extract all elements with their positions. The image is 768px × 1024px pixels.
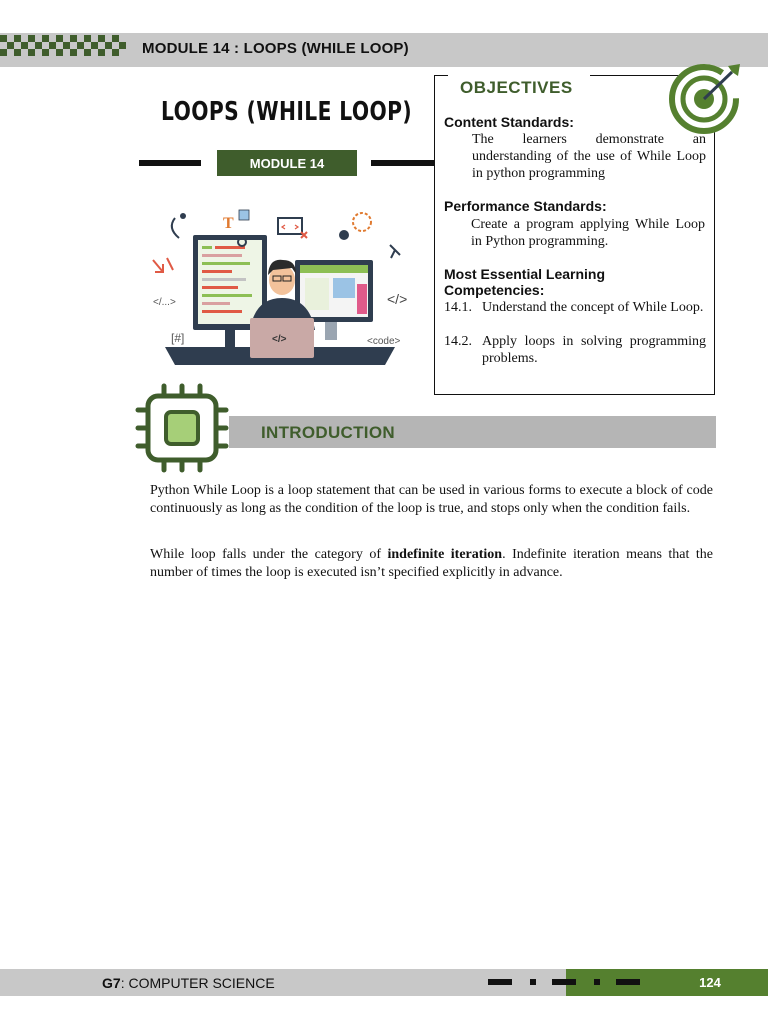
competencies-heading-line2: Competencies: bbox=[444, 282, 545, 298]
chip-icon bbox=[134, 382, 230, 474]
intro-paragraph-2-end: . Indefinite iteration means that the number of times the loop is executed isn’t specified explicitly in advance. bbox=[150, 547, 713, 580]
module-badge: MODULE 14 bbox=[217, 150, 357, 176]
footer-grade: G7 bbox=[102, 975, 121, 991]
performance-standards-text: Create a program applying While Loop in Python programming. bbox=[471, 217, 705, 249]
page-number: 124 bbox=[699, 975, 721, 990]
performance-standards-heading: Performance Standards: bbox=[444, 198, 607, 214]
footer-dash bbox=[552, 979, 576, 985]
page-title: LOOPS (WHILE LOOP) bbox=[161, 97, 413, 127]
competency-number: 14.2. bbox=[444, 334, 472, 349]
title-rule-left bbox=[139, 160, 201, 166]
t-letter-label: T bbox=[223, 215, 234, 232]
competency-item bbox=[444, 299, 706, 316]
code-label: <code> bbox=[367, 336, 401, 347]
laptop-code-label: </> bbox=[272, 334, 287, 345]
header-title: MODULE 14 : LOOPS (WHILE LOOP) bbox=[142, 40, 409, 57]
content-standards-heading: Content Standards: bbox=[444, 114, 574, 130]
footer-subject-text: : COMPUTER SCIENCE bbox=[120, 975, 275, 991]
indefinite-iteration-term: indefinite iteration bbox=[387, 547, 503, 562]
intro-paragraph-2-start: While loop falls under the category of bbox=[150, 547, 388, 562]
objectives-title: OBJECTIVES bbox=[460, 78, 573, 97]
programmer-illustration bbox=[145, 200, 415, 375]
tag-large-label: </> bbox=[387, 291, 408, 307]
footer-dash bbox=[530, 979, 536, 985]
target-icon bbox=[662, 60, 748, 138]
footer-subject bbox=[102, 975, 275, 991]
footer-dash bbox=[594, 979, 600, 985]
content-standards-text: The learners demonstrate an understanding of the use of While Loop in python programming bbox=[472, 132, 706, 181]
title-rule-right bbox=[371, 160, 435, 166]
footer-dash bbox=[616, 979, 640, 985]
intro-paragraph-2 bbox=[150, 546, 713, 582]
competency-number: 14.1. bbox=[444, 300, 472, 315]
competency-text: Understand the concept of While Loop. bbox=[482, 300, 704, 315]
introduction-title: INTRODUCTION bbox=[261, 423, 395, 442]
competency-item bbox=[444, 333, 706, 367]
intro-paragraph-1: Python While Loop is a loop statement that can be used in various forms to execute a block of code continuously as long as the condition of the loop is true, and stops only when the condition fails. bbox=[150, 483, 713, 516]
checker-pattern bbox=[0, 33, 132, 61]
footer-dash bbox=[488, 979, 512, 985]
competency-text: Apply loops in solving programming problems. bbox=[482, 334, 706, 366]
competencies-heading-line1: Most Essential Learning bbox=[444, 266, 606, 282]
tag-small-label: </...> bbox=[153, 297, 176, 308]
hash-label: [#] bbox=[171, 331, 185, 345]
